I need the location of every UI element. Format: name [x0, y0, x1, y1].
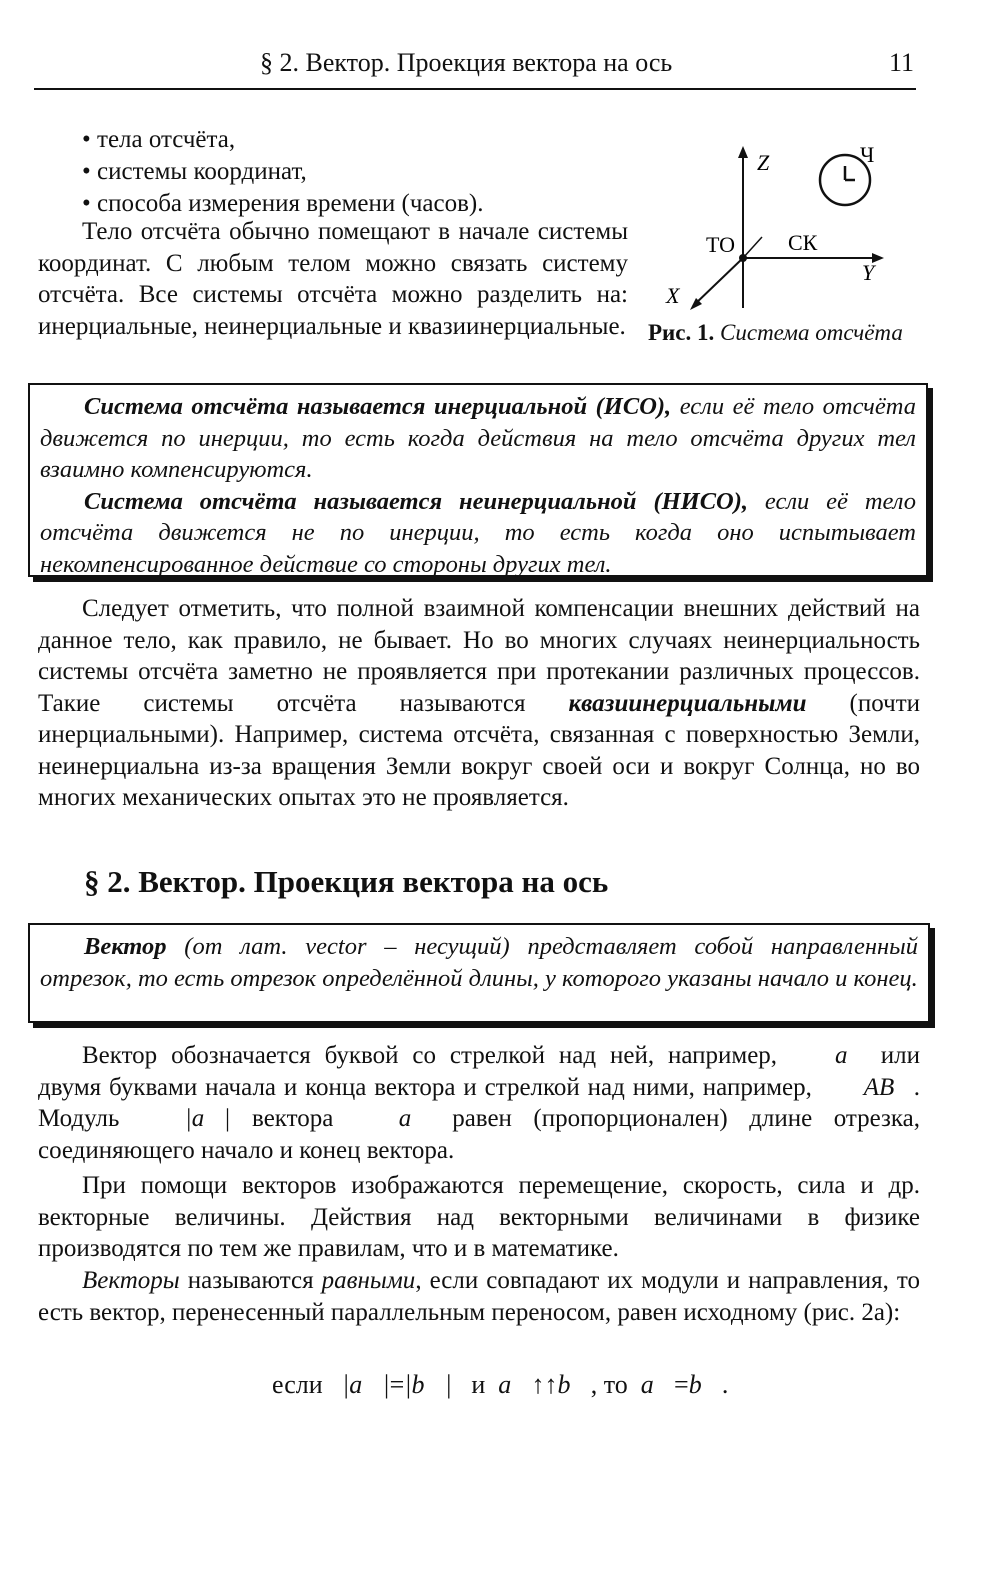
bullet-list — [82, 124, 484, 220]
text-span: Следует отметить, что полной взаимной компенсации внешних действий на данное тело, как правило, не бывает. Но во многих случаях неинерциальность системы отсчёта заметно не проявляется при протекании различных процессов. Такие системы отсчёта называются — [38, 595, 920, 717]
term-equal: равными — [321, 1267, 416, 1294]
definition-text: если её тело отсчёта движется по инерции, то есть когда действия на тело отсчёта других тел взаимно компенсируются. — [40, 393, 916, 483]
section-title: § 2. Вектор. Проекция вектора на ось — [84, 864, 609, 899]
paragraph-vector-notation — [38, 1040, 920, 1166]
formula-abs-a: |a⃗| — [342, 1370, 390, 1399]
definition-term: Вектор — [84, 933, 167, 960]
text-span: или двумя буквами начала и конца вектора и стрелкой над ними, например, — [38, 1042, 921, 1101]
definition-term: Система отсчёта называется неинерциальной (НИСО), — [84, 487, 749, 515]
reference-body-label: ТО — [706, 232, 736, 257]
running-title: § 2. Вектор. Проекция вектора на ось — [260, 48, 673, 77]
paragraph-reference-frames: Тело отсчёта обычно помещают в начале системы координат. С любым телом можно связать систему отсчёта. Все системы отсчёта можно разделить на: инерциальные, неинерциальные и квазиинерциальные. — [38, 218, 628, 340]
list-item: • системы координат, — [82, 156, 484, 188]
text-span: . Модуль — [38, 1073, 920, 1132]
figure-caption-text: Система отсчёта — [720, 320, 903, 345]
coordinate-system-label: СК — [788, 230, 818, 255]
formula-vector-a: a⃗ — [498, 1370, 532, 1399]
definition-box-frames — [28, 383, 928, 577]
vector-a: a⃗ — [398, 1105, 431, 1132]
x-axis-label: X — [666, 283, 680, 308]
formula-vector-b: b⃗ — [557, 1370, 591, 1399]
figure-caption — [648, 320, 903, 346]
formula-word: и — [471, 1370, 486, 1399]
reference-body-dot — [739, 254, 747, 262]
formula-word: , то — [590, 1370, 628, 1399]
paragraph-equal-vectors — [38, 1265, 920, 1328]
figure-number: Рис. 1. — [648, 320, 715, 345]
definition-vector — [40, 931, 918, 994]
codirectional-arrows: ↑↑ — [531, 1370, 558, 1399]
formula-word: если — [272, 1370, 323, 1399]
reference-frame-figure — [660, 140, 920, 315]
text-span: вектора — [230, 1105, 355, 1132]
z-axis-arrow — [738, 146, 748, 158]
term-quasi-inertial: квазиинерциальными — [568, 689, 807, 717]
definition-box-vector — [28, 923, 930, 1023]
formula-vector-a: a⃗ — [640, 1370, 675, 1399]
formula-eq: = — [389, 1370, 405, 1399]
text-span: равен (пропорционален) длине отрезка, соединяющего начало и конец вектора. — [38, 1105, 920, 1164]
term-vectors: Векторы — [82, 1267, 180, 1294]
formula-dot: . — [721, 1370, 729, 1399]
definition-inertial — [40, 391, 916, 486]
formula-abs-b: |b⃗| — [404, 1370, 452, 1399]
equal-vectors-formula — [272, 1370, 728, 1400]
formula-eq: = — [674, 1370, 689, 1399]
clock-label: Ч — [860, 142, 875, 167]
definition-text: если её тело отсчёта движется не по инерции, то есть когда оно испытывает некомпенсированное действие со стороны других тел. — [40, 487, 917, 578]
vector-ab: AB⃗ — [863, 1073, 914, 1101]
text-span: , если совпадают их модули и направления, то есть вектор, перенесенный параллельным переносом, равен исходному (рис. 2а): — [38, 1267, 920, 1326]
text-span: (почти инерциальными). Например, система отсчёта, связанная с поверхностью Земли, неинерциальна из-за вращения Земли вокруг своей оси и вокруг Солнца, но во многих механических опытах это не проявляется. — [38, 689, 920, 811]
text-span: Вектор обозначается буквой со стрелкой над ней, например, — [82, 1042, 791, 1069]
list-item: • тела отсчёта, — [82, 124, 484, 156]
list-item: • способа измерения времени (часов). — [82, 188, 484, 220]
page-header — [34, 42, 916, 90]
definition-term: Система отсчёта называется инерциальной (ИСО), — [84, 393, 672, 420]
vector-modulus: |a⃗| — [184, 1105, 231, 1132]
page-number: 11 — [888, 48, 914, 77]
x-axis — [693, 258, 743, 306]
z-axis-label: Z — [757, 150, 770, 175]
y-axis-label: Y — [862, 260, 875, 285]
sk-pointer — [743, 237, 762, 258]
paragraph-vector-quantities: При помощи векторов изображаются перемещение, скорость, сила и др. векторные величины. Действия над векторными величинами в физике производятся по тем же правилам, что и в математике. — [38, 1172, 920, 1262]
formula-vector-b: b⃗ — [688, 1370, 722, 1399]
text-span: называются — [179, 1267, 322, 1294]
definition-noninertial — [40, 486, 916, 581]
vector-a: a⃗ — [834, 1042, 867, 1069]
definition-text: (от лат. vector – несущий) представляет собой направленный отрезок, то есть отрезок определённой длины, у которого указаны начало и конец. — [40, 933, 918, 992]
paragraph-quasi-inertial — [38, 593, 920, 814]
